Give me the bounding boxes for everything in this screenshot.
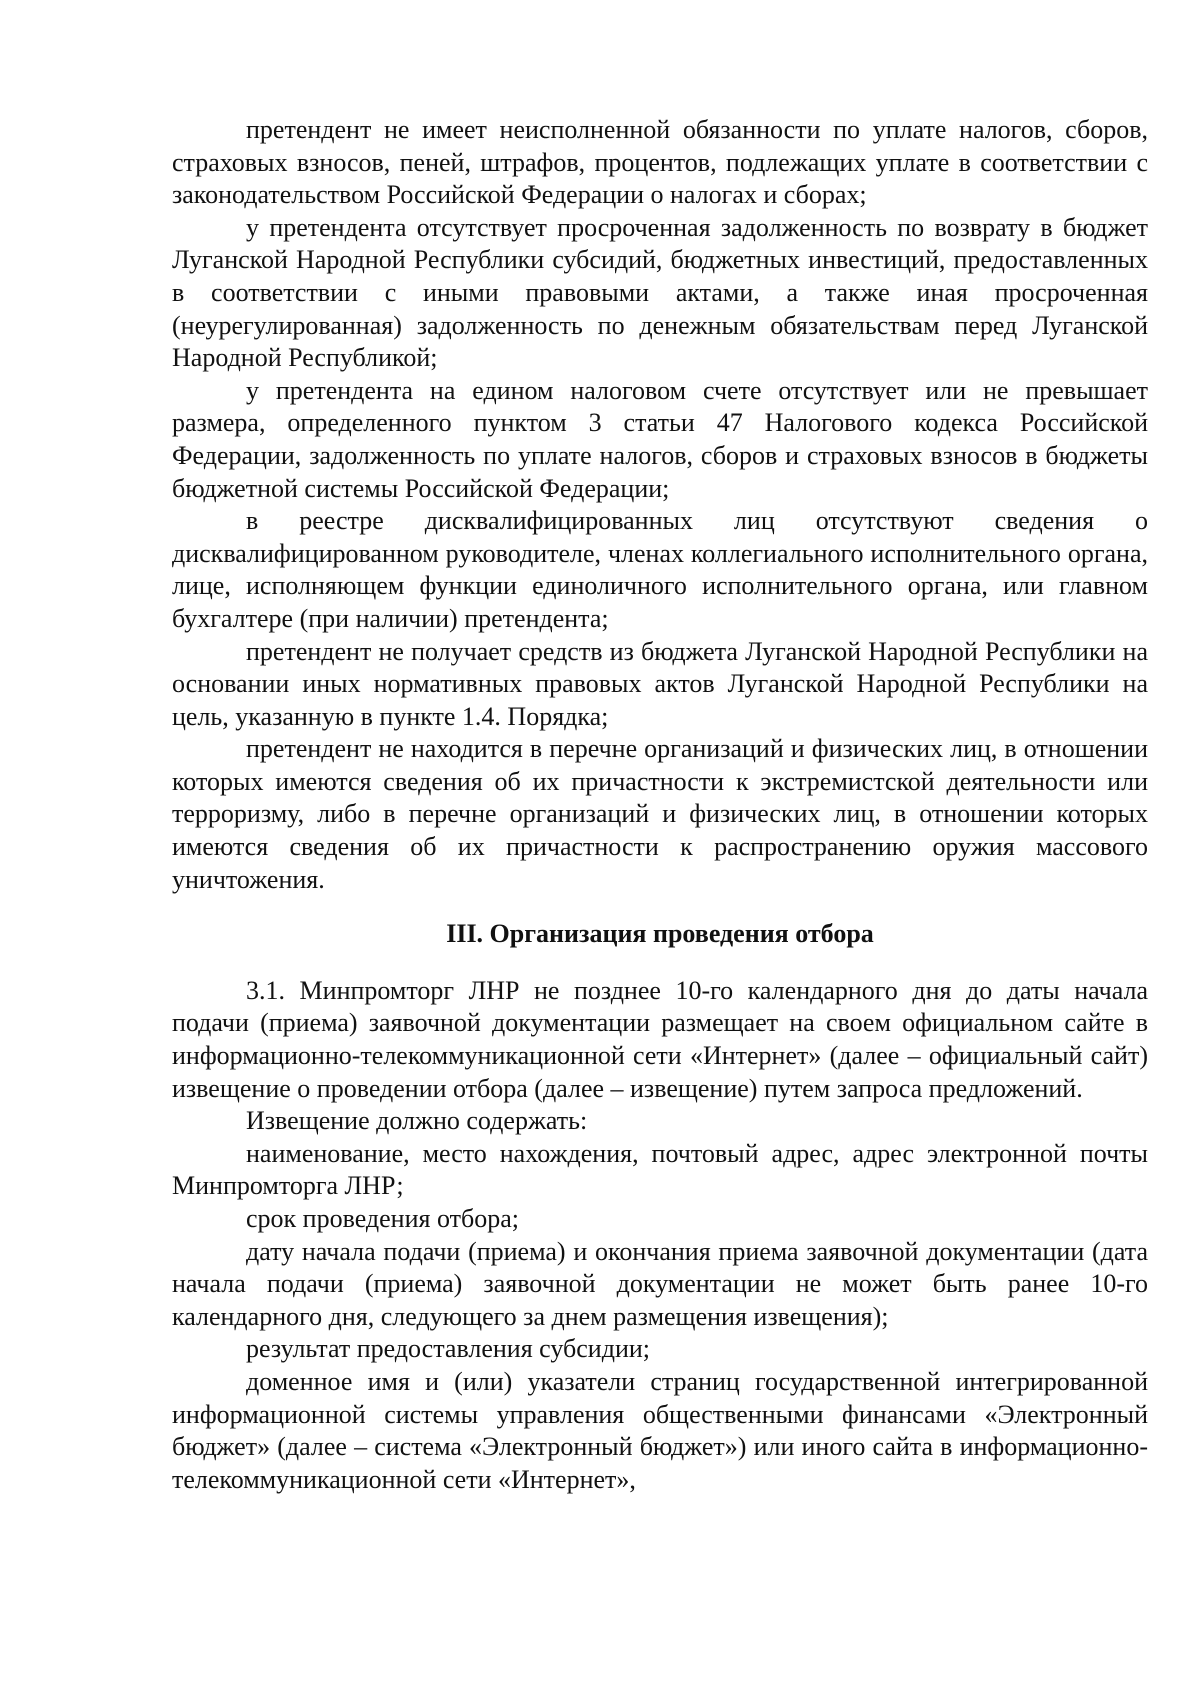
- paragraph-no-tax-debt: претендент не имеет неисполненной обязанности по уплате налогов, сборов, страховых взносов, пеней, штрафов, процентов, подлежащих уплате в соответствии с законодательством Российской Федерации о налогах и сборах;: [172, 115, 1148, 210]
- list-item-selection-period: срок проведения отбора;: [246, 1204, 519, 1233]
- list-item-submission-dates: дату начала подачи (приема) и окончания приема заявочной документации (дата начала подачи (приема) заявочной документации не может быть ранее 10-го календарного дня, следующего за днем размещения извещения);: [172, 1236, 1148, 1331]
- paragraph-no-other-budget-funds: претендент не получает средств из бюджета Луганской Народной Республики на основании иных нормативных правовых актов Луганской Народной Республики на цель, указанную в пункте 1.4. Порядка;: [172, 636, 1148, 731]
- paragraph-extremism-list: претендент не находится в перечне организаций и физических лиц, в отношении которых имеются сведения об их причастности к экстремистской деятельности или терроризму, либо в перечне организаций и физических лиц, в отношении которых имеются сведения об их причастности к распространению оружия массового уничтожения.: [172, 734, 1148, 894]
- paragraph-notice-contents-intro: Извещение должно содержать:: [246, 1106, 588, 1136]
- paragraph-3-1: 3.1. Минпромторг ЛНР не позднее 10-го календарного дня до даты начала подачи (приема) заявочной документации размещает на своем официальном сайте в информационно-телекоммуникационной сети «Интернет» (далее – официальный сайт) извещение о проведении отбора (далее – извещение) путем запроса предложений.: [172, 975, 1148, 1103]
- section-heading: III. Организация проведения отбора: [446, 919, 874, 949]
- paragraph-no-overdue-debt: у претендента отсутствует просроченная задолженность по возврату в бюджет Луганской Народной Республики субсидий, бюджетных инвестиций, предоставленных в соответствии с иными правовыми актами, а также иная просроченная (неурегулированная) задолженность по денежным обязательствам перед Луганской Народной Республикой;: [172, 212, 1148, 373]
- list-item-domain-name: доменное имя и (или) указатели страниц государственной интегрированной информационной системы управления общественными финансами «Электронный бюджет» (далее – система «Электронный бюджет») или иного сайта в информационно-телекоммуникационной сети «Интернет»,: [172, 1366, 1148, 1494]
- paragraph-single-tax-account: у претендента на едином налоговом счете отсутствует или не превышает размера, определенного пунктом 3 статьи 47 Налогового кодекса Российской Федерации, задолженность по уплате налогов, сборов и страховых взносов в бюджеты бюджетной системы Российской Федерации;: [172, 375, 1148, 503]
- document-page: [172, 114, 1148, 1496]
- list-item-name-address: наименование, место нахождения, почтовый адрес, адрес электронной почты Минпромторга ЛНР;: [172, 1138, 1148, 1201]
- paragraph-disqualified-registry: в реестре дисквалифицированных лиц отсутствуют сведения о дисквалифицированном руководителе, членах коллегиального исполнительного органа, лице, исполняющем функции единоличного исполнительного органа, или главном бухгалтере (при наличии) претендента;: [172, 506, 1148, 633]
- list-item-subsidy-result: результат предоставления субсидии;: [246, 1334, 650, 1364]
